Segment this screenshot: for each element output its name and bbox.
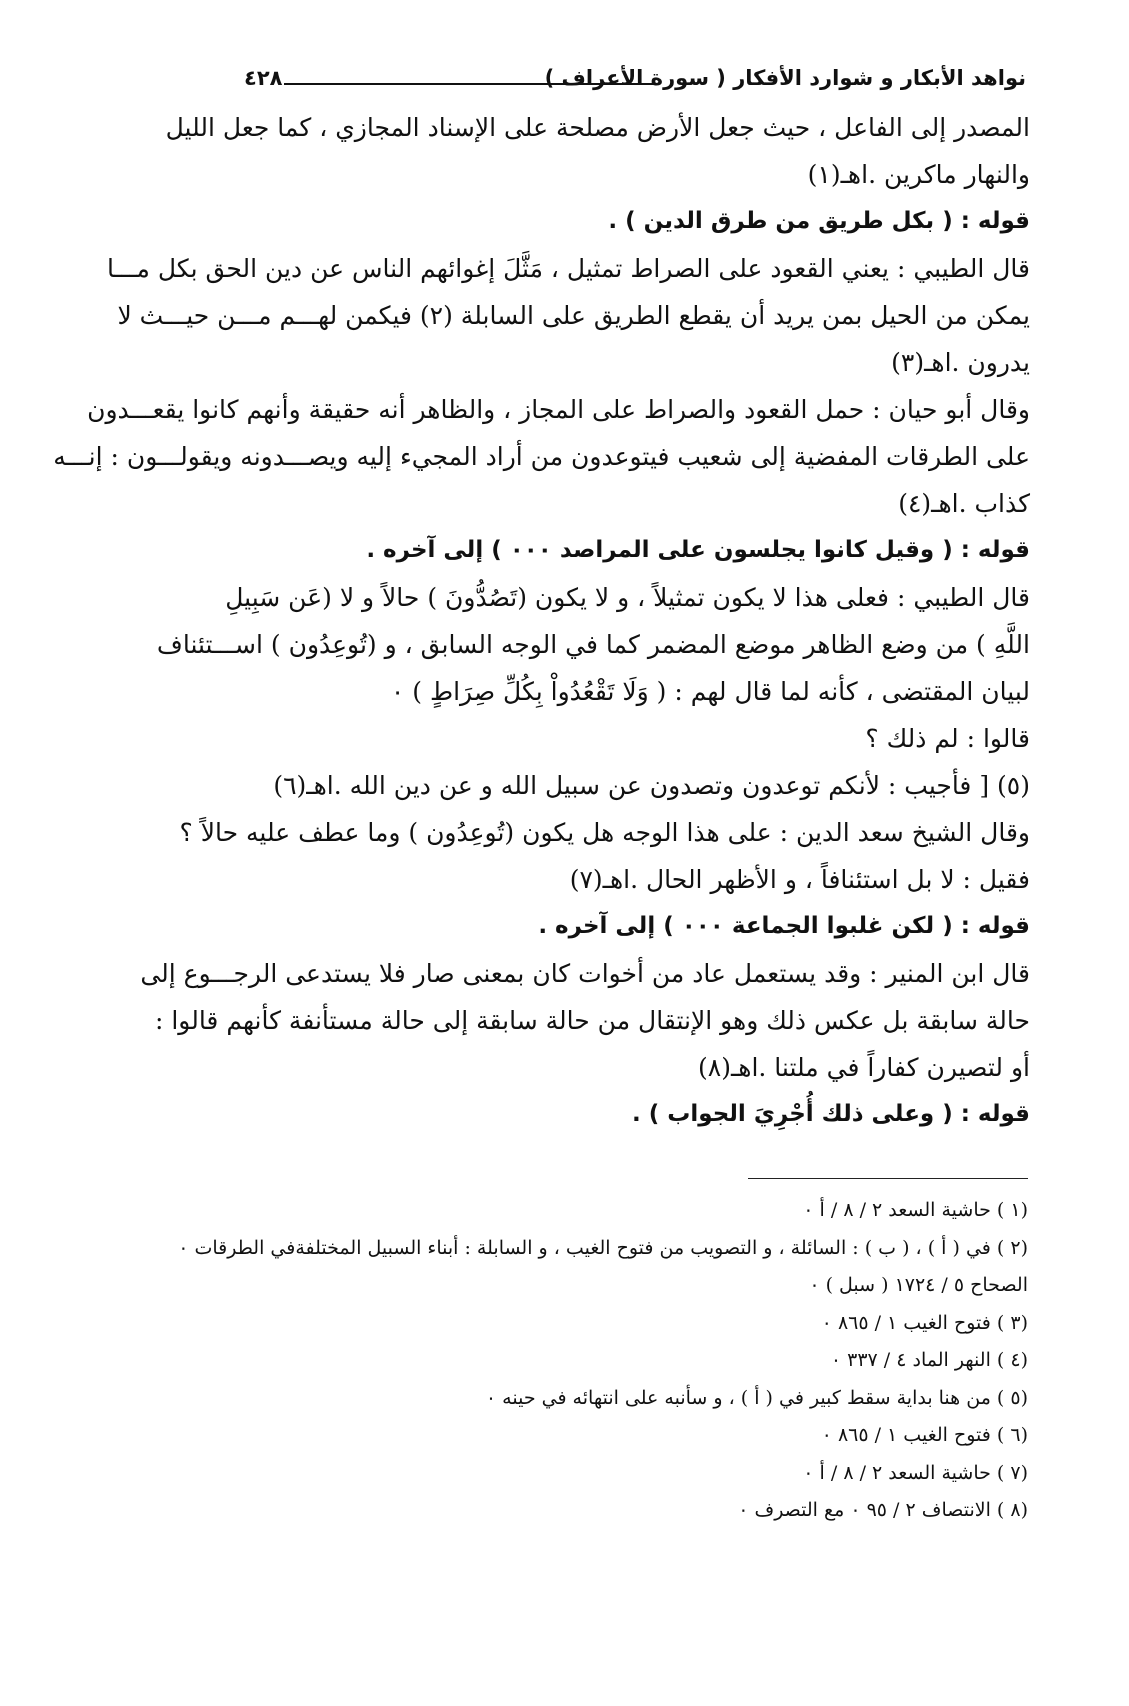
footnotes — [178, 1192, 1028, 1530]
footnote: (٨ ) الانتصاف ٢ / ٩٥ ٠ مع التصرف ٠ — [738, 1499, 1028, 1521]
page-header — [244, 58, 1026, 98]
text-line: كذاب .اهـ(٤) — [898, 489, 1030, 518]
text-line: المصدر إلى الفاعل ، حيث جعل الأرض مصلحة على الإسناد المجازي ، كما جعل الليل — [165, 113, 1030, 142]
text-line: لبيان المقتضى ، كأنه لما قال لهم : ( وَلَا تَقْعُدُواْ بِكُلِّ صِرَاطٍ ) ٠ — [390, 677, 1030, 706]
text-line: على الطرقات المفضية إلى شعيب فيتوعدون من أراد المجيء إليه ويصـــدونه ويقولـــون : إنـــه — [53, 442, 1030, 471]
footnote: الصحاح ٥ / ١٧٢٤ ( سبل ) ٠ — [809, 1274, 1028, 1296]
footnote: (٣ ) فتوح الغيب ١ / ٨٦٥ ٠ — [821, 1311, 1028, 1334]
footnote: (٥ ) من هنا بداية سقط كبير في ( أ ) ، و سأنبه على انتهائه في حينه ٠ — [485, 1386, 1028, 1409]
footnote-separator — [748, 1178, 1028, 1179]
footnote: (٧ ) حاشية السعد ٢ / ٨ / أ ٠ — [803, 1461, 1028, 1484]
text-line: قال الطيبي : فعلى هذا لا يكون تمثيلاً ، و لا يكون (تَصُدُّونَ ) حالاً و لا (عَن سَبِيلِ — [225, 583, 1030, 612]
text-line: يمكن من الحيل بمن يريد أن يقطع الطريق على السابلة (٢) فيكمن لهـــم مـــن حيـــث لا — [117, 301, 1030, 330]
text-line: (٥) [ فأجيب : لأنكم توعدون وتصدون عن سبيل الله و عن دين الله .اهـ(٦) — [273, 771, 1030, 800]
section-heading: قوله : ( لكن غلبوا الجماعة ٠٠٠ ) إلى آخره . — [538, 913, 1030, 939]
footnote: (٤ ) النهر الماد ٤ / ٣٣٧ ٠ — [830, 1349, 1028, 1371]
text-line: وقال أبو حيان : حمل القعود والصراط على المجاز ، والظاهر أنه حقيقة وأنهم كانوا يقعـــدون — [87, 395, 1030, 424]
text-line: وقال الشيخ سعد الدين : على هذا الوجه هل يكون (تُوعِدُون ) وما عطف عليه حالاً ؟ — [179, 818, 1030, 847]
text-line: أو لتصيرن كفاراً في ملتنا .اهـ(٨) — [698, 1053, 1030, 1082]
section-heading: قوله : ( وقيل كانوا يجلسون على المراصد ٠٠٠ ) إلى آخره . — [366, 537, 1030, 563]
page-number: ٤٢٨ — [244, 66, 283, 90]
text-line: اللَّهِ ) من وضع الظاهر موضع المضمر كما في الوجه السابق ، و (تُوعِدُون ) اســـتئناف — [156, 630, 1030, 659]
running-title: نواهد الأبكار و شوارد الأفكار ( سورة الأعراف ) — [544, 66, 1026, 90]
text-line: فقيل : لا بل استئنافاً ، و الأظهر الحال .اهـ(٧) — [569, 865, 1030, 894]
footnote: (٢ ) في ( أ ) ، ( ب ) : السائلة ، و التصويب من فتوح الغيب ، و السابلة : أبناء السبيل المختلفةفي الطرقات ٠ — [178, 1236, 1028, 1259]
footnote: (٦ ) فتوح الغيب ١ / ٨٦٥ ٠ — [821, 1424, 1028, 1446]
text-line: قال الطيبي : يعني القعود على الصراط تمثيل ، مَثَّلَ إغوائهم الناس عن دين الحق بكل مـــا — [106, 254, 1030, 283]
section-heading: قوله : ( وعلى ذلك أُجْرِيَ الجواب ) . — [632, 1101, 1030, 1127]
text-line: قالوا : لم ذلك ؟ — [865, 724, 1030, 753]
main-text — [53, 104, 1030, 1138]
header-rule — [284, 83, 658, 85]
text-line: يدرون .اهـ(٣) — [891, 348, 1030, 377]
footnote: (١ ) حاشية السعد ٢ / ٨ / أ ٠ — [803, 1199, 1028, 1221]
text-line: قال ابن المنير : وقد يستعمل عاد من أخوات كان بمعنى صار فلا يستدعى الرجـــوع إلى — [140, 959, 1030, 988]
text-line: حالة سابقة بل عكس ذلك وهو الإنتقال من حالة سابقة إلى حالة مستأنفة كأنهم قالوا : — [154, 1006, 1030, 1035]
text-line: والنهار ماكرين .اهـ(١) — [807, 160, 1030, 189]
section-heading: قوله : ( بكل طريق من طرق الدين ) . — [608, 208, 1030, 234]
